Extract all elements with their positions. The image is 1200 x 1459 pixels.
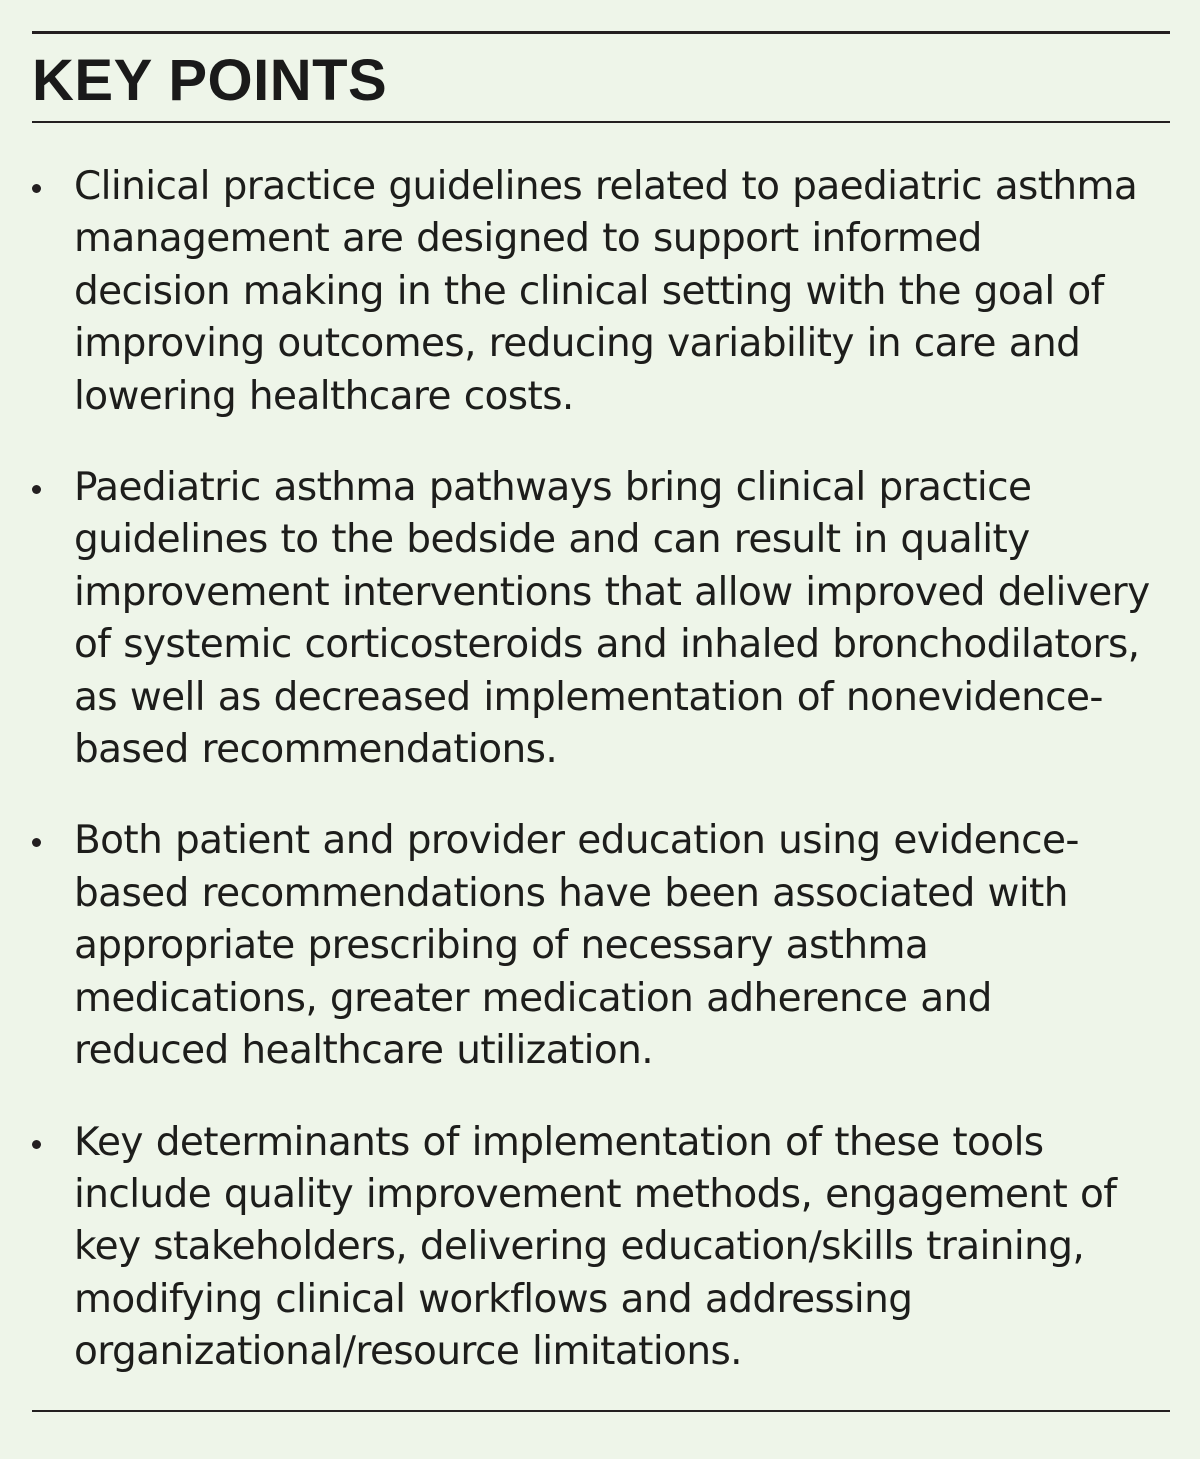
key-point-3 [32,815,1172,1077]
key-point-line: decision making in the clinical setting with the goal of [74,268,1104,314]
key-point-line: Key determinants of implementation of these tools [74,1119,1044,1165]
bullet-icon [32,1140,41,1149]
heading-divider [32,121,1170,123]
key-point-line: guidelines to the bedside and can result in quality [74,517,1030,563]
top-divider [32,31,1170,34]
key-point-2 [32,462,1172,776]
key-point-line: Both patient and provider education using evidence- [74,818,1079,864]
key-point-line: key stakeholders, delivering education/skills training, [74,1224,1085,1270]
key-point-line: improving outcomes, reducing variability in care and [74,321,1081,367]
bullet-icon [32,485,41,494]
bullet-icon [32,838,41,847]
key-point-line: management are designed to support informed [74,216,982,262]
key-point-line: as well as decreased implementation of nonevidence- [74,674,1103,720]
key-point-line: reduced healthcare utilization. [74,1028,653,1074]
key-point-line: lowering healthcare costs. [74,373,574,419]
key-point-line: based recommendations. [74,727,558,773]
key-point-line: appropriate prescribing of necessary asthma [74,923,929,969]
key-point-line: Paediatric asthma pathways bring clinical practice [74,465,1032,511]
key-point-line: organizational/resource limitations. [74,1329,742,1375]
key-point-1 [32,161,1172,423]
bottom-divider [32,1410,1170,1412]
key-point-line: improvement interventions that allow improved delivery [74,569,1150,615]
key-point-line: Clinical practice guidelines related to paediatric asthma [74,164,1138,209]
key-point-line: based recommendations have been associated with [74,870,1068,916]
key-point-line: modifying clinical workflows and addressing [74,1276,913,1322]
section-heading: KEY POINTS [32,48,388,113]
key-point-line: medications, greater medication adherence and [74,975,992,1021]
bullet-icon [32,184,41,193]
key-point-line: include quality improvement methods, engagement of [74,1171,1117,1217]
key-points-list [32,161,1172,1379]
key-point-line: of systemic corticosteroids and inhaled bronchodilators, [74,622,1140,668]
key-point-4 [32,1117,1172,1379]
